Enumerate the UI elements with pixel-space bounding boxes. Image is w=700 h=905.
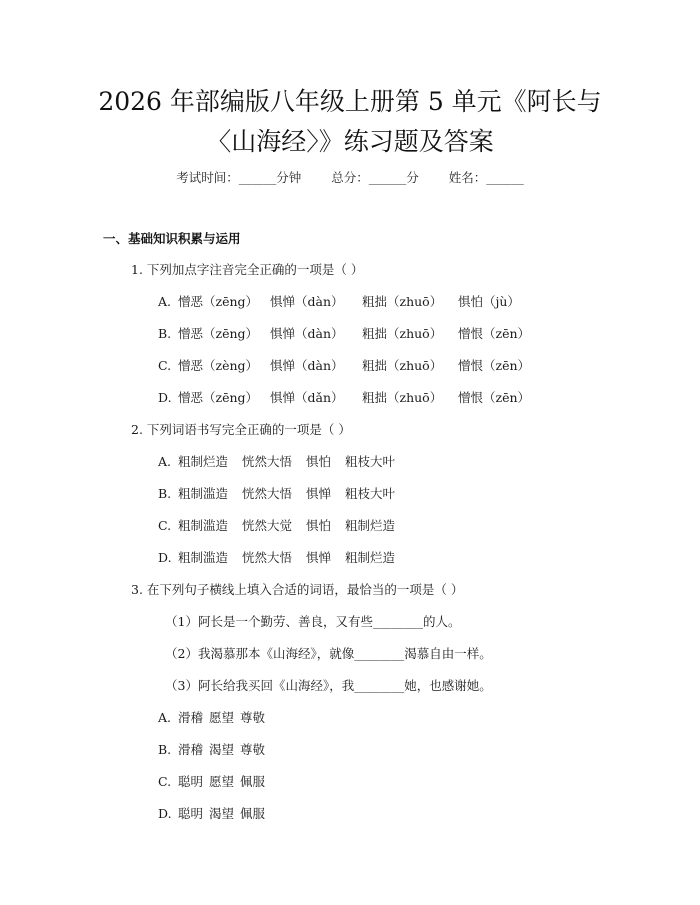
option-word: 尊敬 [240, 742, 266, 757]
option-word: 恍然大悟 [242, 454, 293, 469]
option-word: 惧惮（dàn） [270, 358, 344, 373]
option-word: 惧怕（jù） [458, 294, 520, 309]
option-letter: A. [158, 454, 172, 469]
option-word: 聪明 [178, 806, 204, 821]
option-word: 滑稽 [178, 742, 204, 757]
question-3-option-b [158, 742, 271, 758]
option-word: 粗拙（zhuō） [362, 294, 443, 309]
option-word: 粗制烂造 [345, 518, 396, 533]
option-word: 恍然大觉 [242, 518, 293, 533]
option-letter: A. [158, 294, 172, 309]
option-word: 聪明 [178, 774, 204, 789]
option-word: 粗拙（zhuō） [362, 326, 443, 341]
option-letter: D. [158, 806, 172, 821]
option-word: 粗制烂造 [345, 550, 396, 565]
option-letter: B. [158, 486, 172, 501]
option-letter: D. [158, 390, 172, 405]
option-word: 憎恨（zēn） [458, 326, 531, 341]
question-2-stem: 2. 下列词语书写完全正确的一项是（ ） [131, 422, 351, 437]
option-word: 粗枝大叶 [345, 486, 396, 501]
option-word: 佩服 [240, 806, 266, 821]
option-letter: B. [158, 742, 172, 757]
option-letter: C. [158, 358, 172, 373]
option-word: 憎恨（zēn） [458, 390, 531, 405]
option-word: 惧惮 [306, 550, 332, 565]
question-3-sentence-2: （2）我渴慕那本《山海经》，就像________渴慕自由一样。 [165, 646, 492, 661]
exam-time-field: 考试时间：______分钟 [176, 170, 302, 185]
option-word: 滑稽 [178, 710, 204, 725]
option-word: 粗拙（zhuō） [362, 358, 443, 373]
option-letter: B. [158, 326, 172, 341]
option-word: 粗拙（zhuō） [362, 390, 443, 405]
option-word: 粗制滥造 [178, 486, 229, 501]
option-word: 惧惮（dàn） [270, 294, 344, 309]
option-word: 惧惮（dǎn） [270, 390, 344, 405]
option-word: 憎恨（zēn） [458, 358, 531, 373]
option-word: 恍然大悟 [242, 486, 293, 501]
option-word: 憎恶（zèng） [178, 358, 259, 373]
option-word: 惧惮（dàn） [270, 326, 344, 341]
name-field: 姓名：______ [448, 170, 524, 185]
option-letter: A. [158, 710, 172, 725]
question-1-option-a [158, 294, 536, 310]
option-word: 惧怕 [306, 454, 332, 469]
question-3-sentence-1: （1）阿长是一个勤劳、善良，又有些________的人。 [165, 614, 461, 629]
question-3-option-a [158, 710, 271, 726]
question-1-option-b [158, 326, 536, 342]
option-word: 粗枝大叶 [345, 454, 396, 469]
question-2-option-b [158, 486, 409, 502]
option-letter: C. [158, 774, 172, 789]
title-line-1: 2026 年部编版八年级上册第 5 单元《阿长与 [98, 87, 602, 116]
option-letter: C. [158, 518, 172, 533]
question-3-option-c [158, 774, 271, 790]
option-word: 愿望 [209, 774, 235, 789]
option-word: 恍然大悟 [242, 550, 293, 565]
option-word: 粗制滥造 [178, 518, 229, 533]
option-word: 粗制烂造 [178, 454, 229, 469]
title-line-2: 〈山海经〉》练习题及答案 [206, 127, 494, 156]
question-3-stem: 3. 在下列句子横线上填入合适的词语，最恰当的一项是（ ） [131, 582, 464, 597]
option-letter: D. [158, 550, 172, 565]
question-1-option-c [158, 358, 536, 374]
option-word: 尊敬 [240, 710, 266, 725]
question-2-option-c [158, 518, 409, 534]
option-word: 惧惮 [306, 486, 332, 501]
option-word: 佩服 [240, 774, 266, 789]
option-word: 愿望 [209, 710, 235, 725]
option-word: 憎恶（zēng） [178, 294, 259, 309]
option-word: 渴望 [209, 742, 235, 757]
question-3-sentence-3: （3）阿长给我买回《山海经》，我________她，也感谢她。 [165, 678, 492, 693]
exam-meta [0, 168, 700, 186]
option-word: 惧怕 [306, 518, 332, 533]
option-word: 憎恶（zēng） [178, 390, 259, 405]
page-title [60, 82, 640, 162]
option-word: 渴望 [209, 806, 235, 821]
question-2-option-a [158, 454, 409, 470]
question-3-option-d [158, 806, 271, 822]
question-1-option-d [158, 390, 536, 406]
section-heading: 一、基础知识积累与运用 [103, 231, 241, 246]
question-2-option-d [158, 550, 409, 566]
total-score-field: 总分：______分 [331, 170, 419, 185]
option-word: 粗制滥造 [178, 550, 229, 565]
question-1-stem: 1. 下列加点字注音完全正确的一项是（ ） [131, 262, 364, 277]
option-word: 憎恶（zēng） [178, 326, 259, 341]
